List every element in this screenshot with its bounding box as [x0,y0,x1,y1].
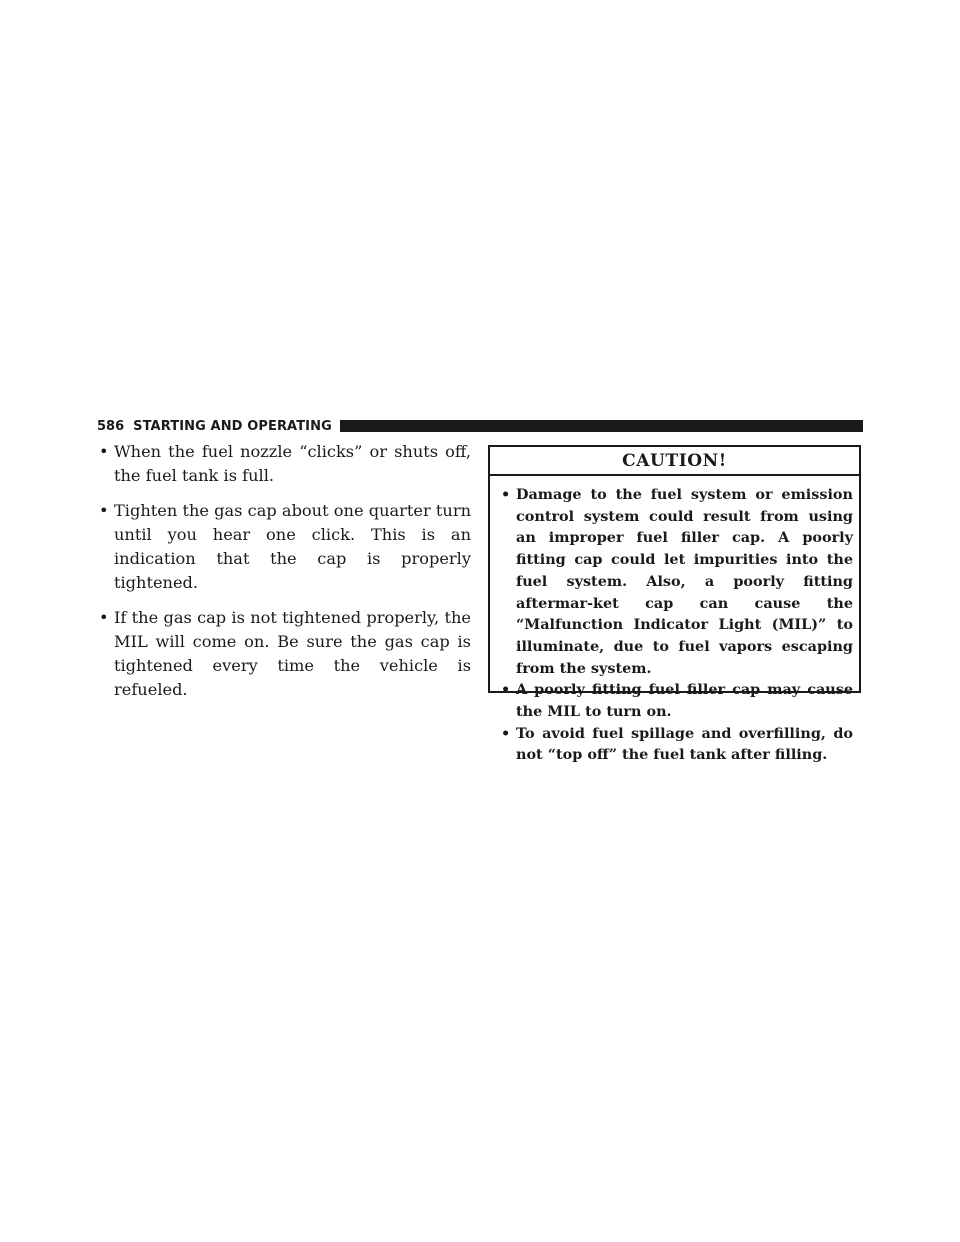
bullet-icon: • [501,681,511,699]
page-number: 586 [97,418,125,434]
caution-title: CAUTION! [490,447,859,476]
caution-item-text: To avoid fuel spillage and overfilling, do not “top off” the fuel tank after filling. [516,724,853,764]
section-title: STARTING AND OPERATING [133,418,332,434]
list-item-text: If the gas cap is not tightened properly, the MIL will come on. Be sure the gas cap is tightened every time the vehicle is refueled. [114,608,471,699]
caution-item [500,484,853,679]
caution-body [490,476,859,766]
caution-box [488,445,861,764]
page-header [97,418,863,434]
bullet-icon: • [99,442,109,461]
caution-item [500,723,853,766]
list-item [97,606,471,702]
fueling-instructions [97,440,471,713]
bullet-icon: • [99,608,109,627]
list-item [97,440,471,488]
caution-item-text: Damage to the fuel system or emission control system could result from using an improper fuel filler cap. A poorly fitting cap could let impurities into the fuel system. Also, a poorly fitting aftermar-ket cap can cause the “Malfunction Indicator Light (MIL)” to illuminate, due to fuel vapors escaping from the system. [516,486,853,677]
header-rule [340,420,863,432]
bullet-icon: • [501,724,511,742]
list-item-text: Tighten the gas cap about one quarter turn until you hear one click. This is an indication that the cap is properly tightened. [114,501,471,592]
list-item-text: When the fuel nozzle “clicks” or shuts off, the fuel tank is full. [114,442,471,485]
caution-item-text: A poorly fitting fuel filler cap may cause the MIL to turn on. [516,681,853,721]
bullet-icon: • [501,486,511,503]
bullet-icon: • [99,501,109,520]
list-item [97,499,471,595]
caution-item [500,679,853,722]
